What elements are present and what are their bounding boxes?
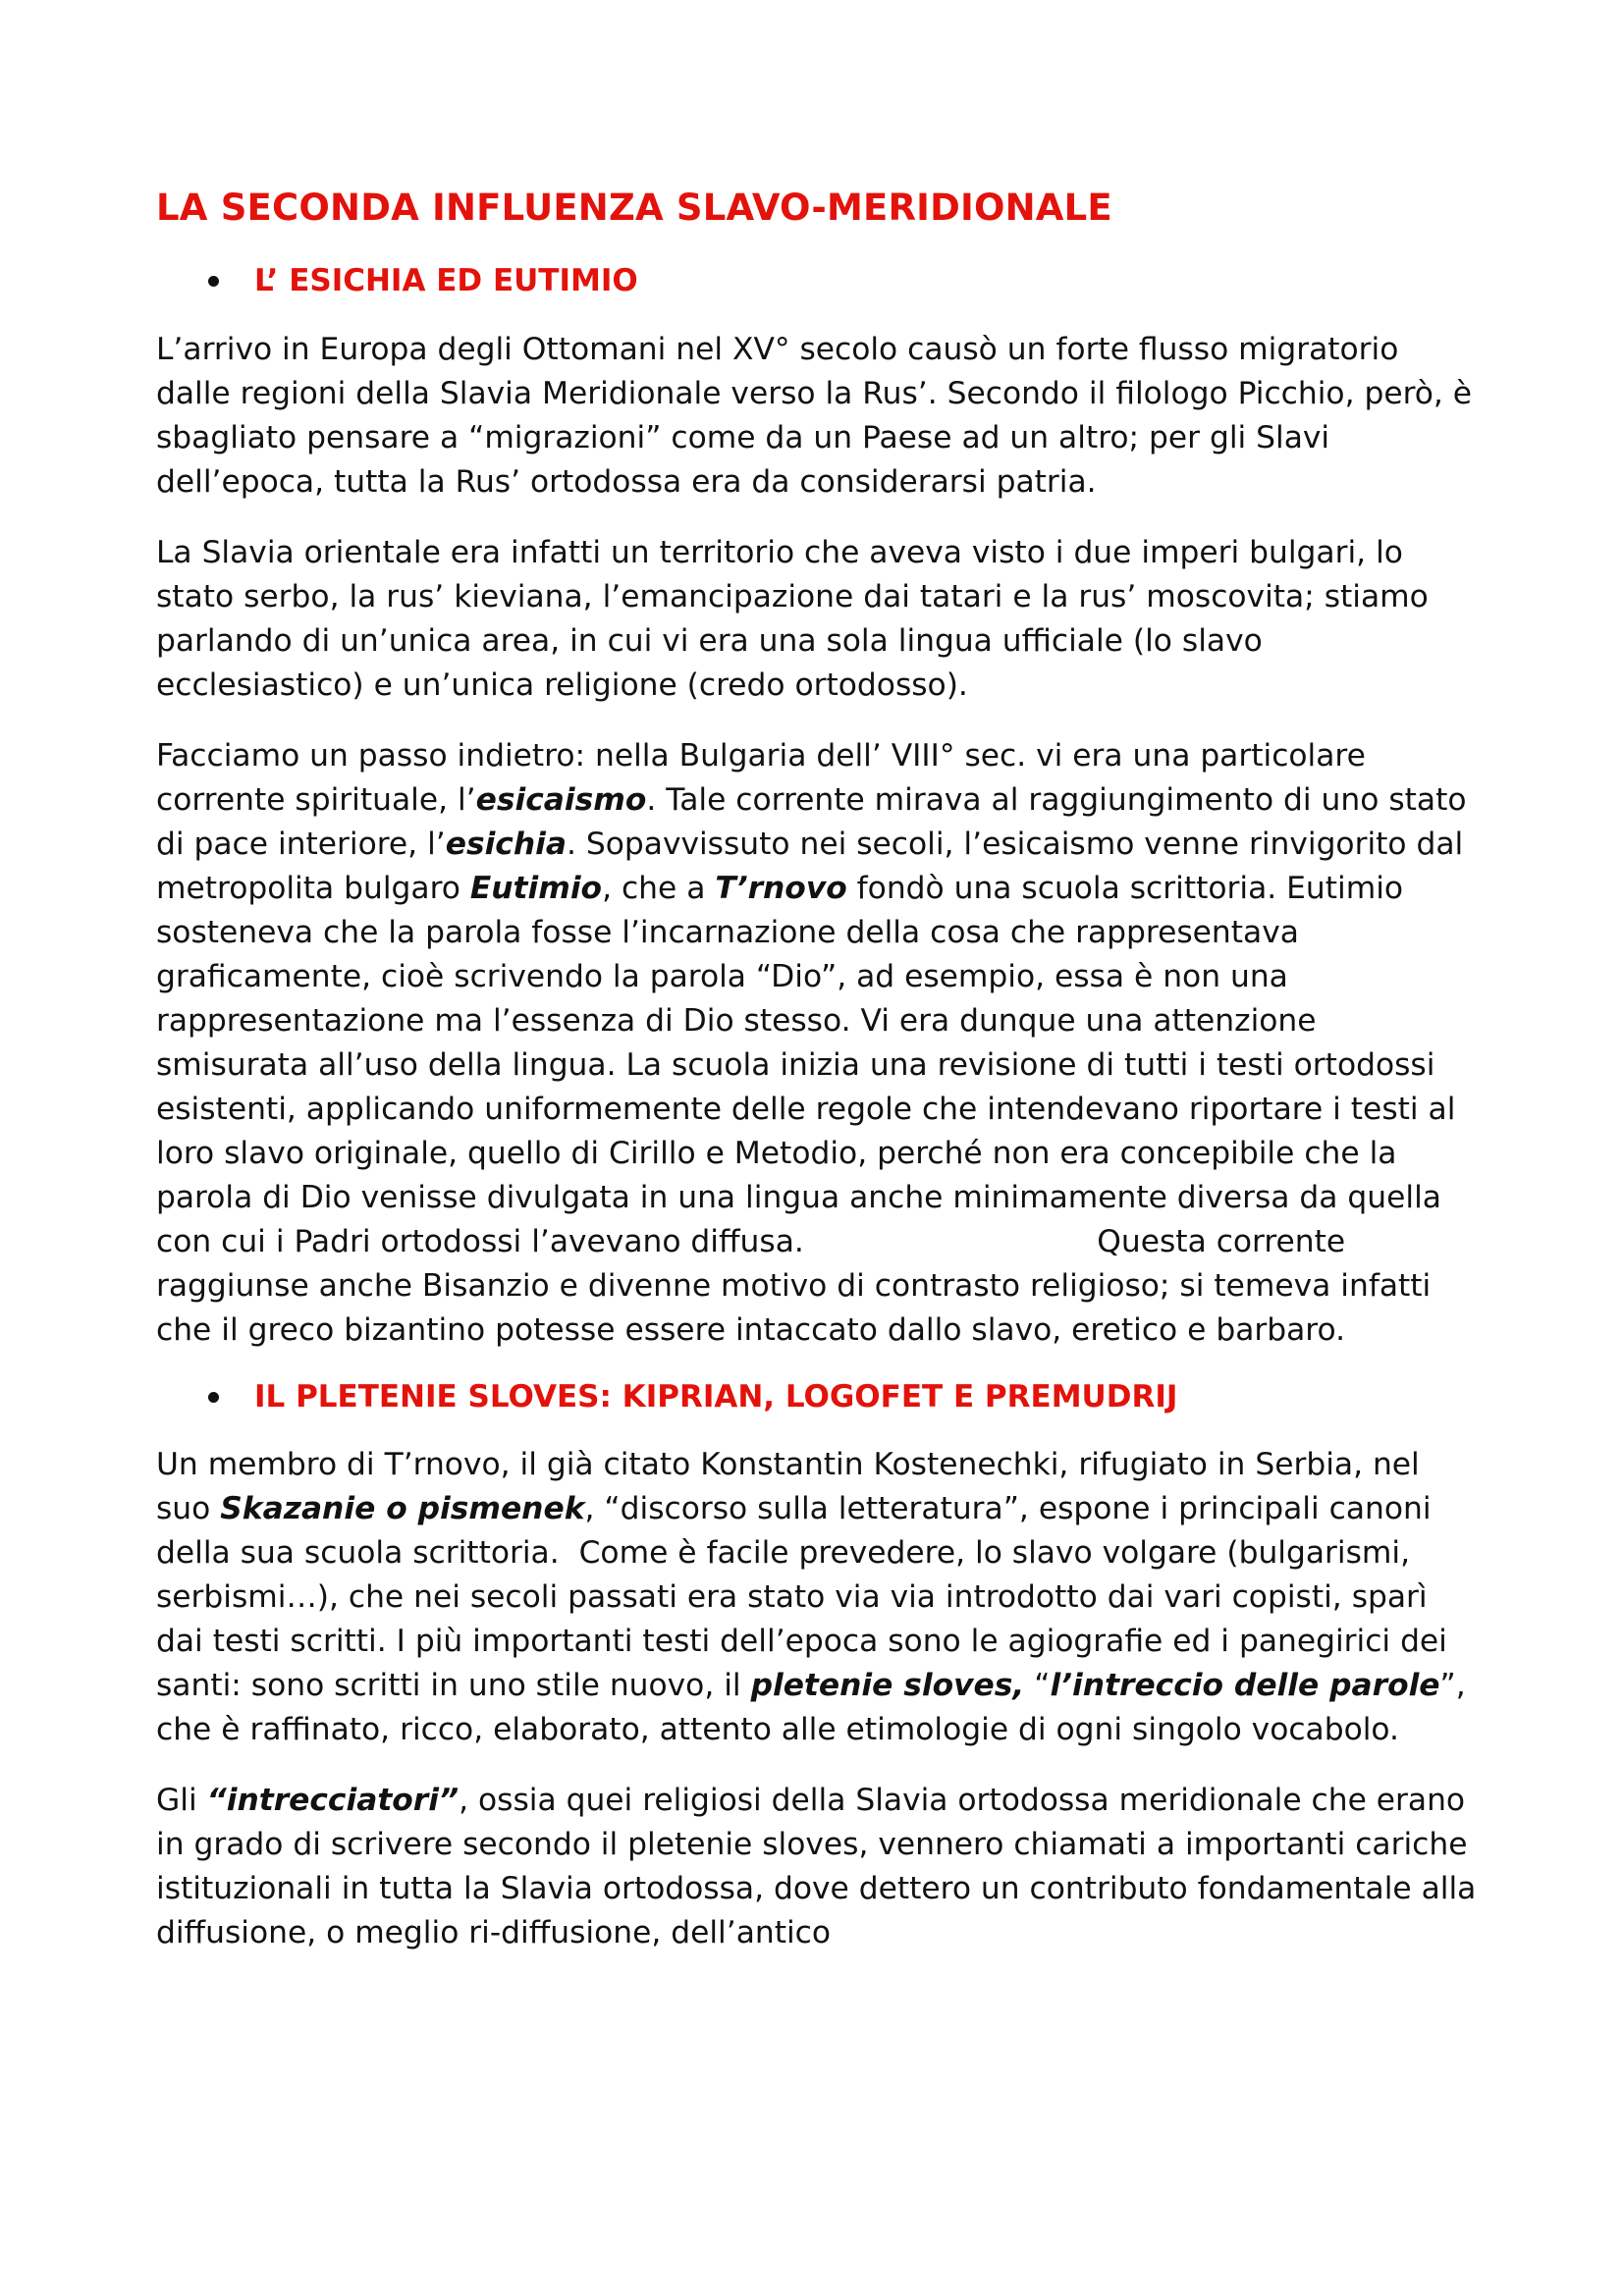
emphasis-term: “intrecciatori” (206, 1782, 460, 1818)
emphasis-term: Skazanie o pismenek (220, 1490, 585, 1526)
document-title: LA SECONDA INFLUENZA SLAVO-MERIDIONALE (156, 187, 1112, 229)
text-run: “ (1024, 1667, 1051, 1703)
section-heading-pletenie (156, 1379, 1477, 1415)
paragraph-kostenechki (156, 1443, 1477, 1752)
section-heading-esichia (156, 263, 1477, 299)
bullet-icon (208, 1392, 219, 1403)
text-run: Facciamo un passo indietro: nella Bulgaria dell’ VIII° sec. vi era una particolare corrente spirituale, l’ (156, 737, 1376, 818)
emphasis-term: T’rnovo (715, 870, 847, 906)
document-page (156, 187, 1487, 1982)
bullet-icon (208, 276, 219, 287)
emphasis-term: esichia (445, 826, 567, 862)
text-run: ”, che è raffinato, ricco, elaborato, attento alle etimologie di ogni singolo vocabolo. (156, 1667, 1476, 1747)
emphasis-term: l’intreccio delle parole (1050, 1667, 1440, 1703)
text-run: . Sopavvissuto nei secoli, l’esicaismo venne rinvigorito dal metropolita bulgaro (156, 826, 1474, 906)
text-run: L’arrivo in Europa degli Ottomani nel XV° secolo causò un forte flusso migratorio dalle regioni della Slavia Meridionale verso la Rus’. Secondo il filologo Picchio, però, è sbagliato pensare a “migrazioni” come da un Paese ad un altro; per gli Slavi dell’epoca, tutta la Rus’ ortodossa era da considerarsi patria. (156, 331, 1483, 500)
text-run: , che a (602, 870, 716, 906)
text-run: , “discorso sulla letteratura”, espone i principali canoni della sua scuola scrittoria. Come è facile prevedere, lo slavo volgare (bulgarismi, serbismi…), che nei secoli passati era stato via via introdotto dai vari copisti, sparì dai testi scritti. I più importanti testi dell’epoca sono le agiografie ed i panegirici dei santi: sono scritti in uno stile nuovo, il (156, 1490, 1457, 1703)
text-run: La Slavia orientale era infatti un territorio che aveva visto i due imperi bulgari, lo stato serbo, la rus’ kieviana, l’emancipazione dai tatari e la rus’ moscovita; stiamo parlando di un’unica area, in cui vi era una sola lingua ufficiale (lo slavo ecclesiastico) e un’unica religione (credo ortodosso). (156, 534, 1438, 703)
text-run: . Tale corrente mirava al raggiungimento di uno stato di pace interiore, l’ (156, 781, 1477, 862)
section-heading-text: IL PLETENIE SLOVES: KIPRIAN, LOGOFET E PREMUDRIJ (254, 1378, 1178, 1415)
text-run: Gli (156, 1782, 207, 1818)
paragraph-slavia-orientale (156, 531, 1477, 708)
paragraph-ottomani (156, 328, 1483, 505)
section-heading-text: L’ ESICHIA ED EUTIMIO (254, 263, 638, 299)
emphasis-term: pletenie sloves, (750, 1667, 1025, 1703)
paragraph-esicaismo (156, 734, 1477, 1353)
paragraph-intrecciatori (156, 1779, 1487, 1955)
text-run: Un membro di T’rnovo, il già citato Konstantin Kostenechki, rifugiato in Serbia, nel suo (156, 1446, 1430, 1526)
emphasis-term: esicaismo (475, 781, 647, 818)
text-run: fondò una scuola scrittoria. Eutimio sosteneva che la parola fosse l’incarnazione della cosa che rappresentava graficamente, cioè scrivendo la parola “Dio”, ad esempio, essa è non una rappresentazione ma l’essenza di Dio stesso. Vi era dunque una attenzione smisurata all’uso della lingua. La scuola inizia una revisione di tutti i testi ortodossi esistenti, applicando uniformemente delle regole che intendevano riportare i testi al loro slavo originale, quello di Cirillo e Metodio, perché non era concepibile che la parola di Dio venisse divulgata in una lingua anche minimamente diversa da quella con cui i Padri ortodossi l’avevano diffusa. Questa corrente raggiunse anche Bisanzio e divenne motivo di contrasto religioso; si temeva infatti che il greco bizantino potesse essere intaccato dallo slavo, eretico e barbaro. (156, 870, 1466, 1348)
emphasis-term: Eutimio (469, 870, 603, 906)
text-run: , ossia quei religiosi della Slavia ortodossa meridionale che erano in grado di scrivere secondo il pletenie sloves, vennero chiamati a importanti cariche istituzionali in tutta la Slavia ortodossa, dove dettero un contributo fondamentale alla diffusione, o meglio ri-diffusione, dell’antico (156, 1782, 1487, 1950)
